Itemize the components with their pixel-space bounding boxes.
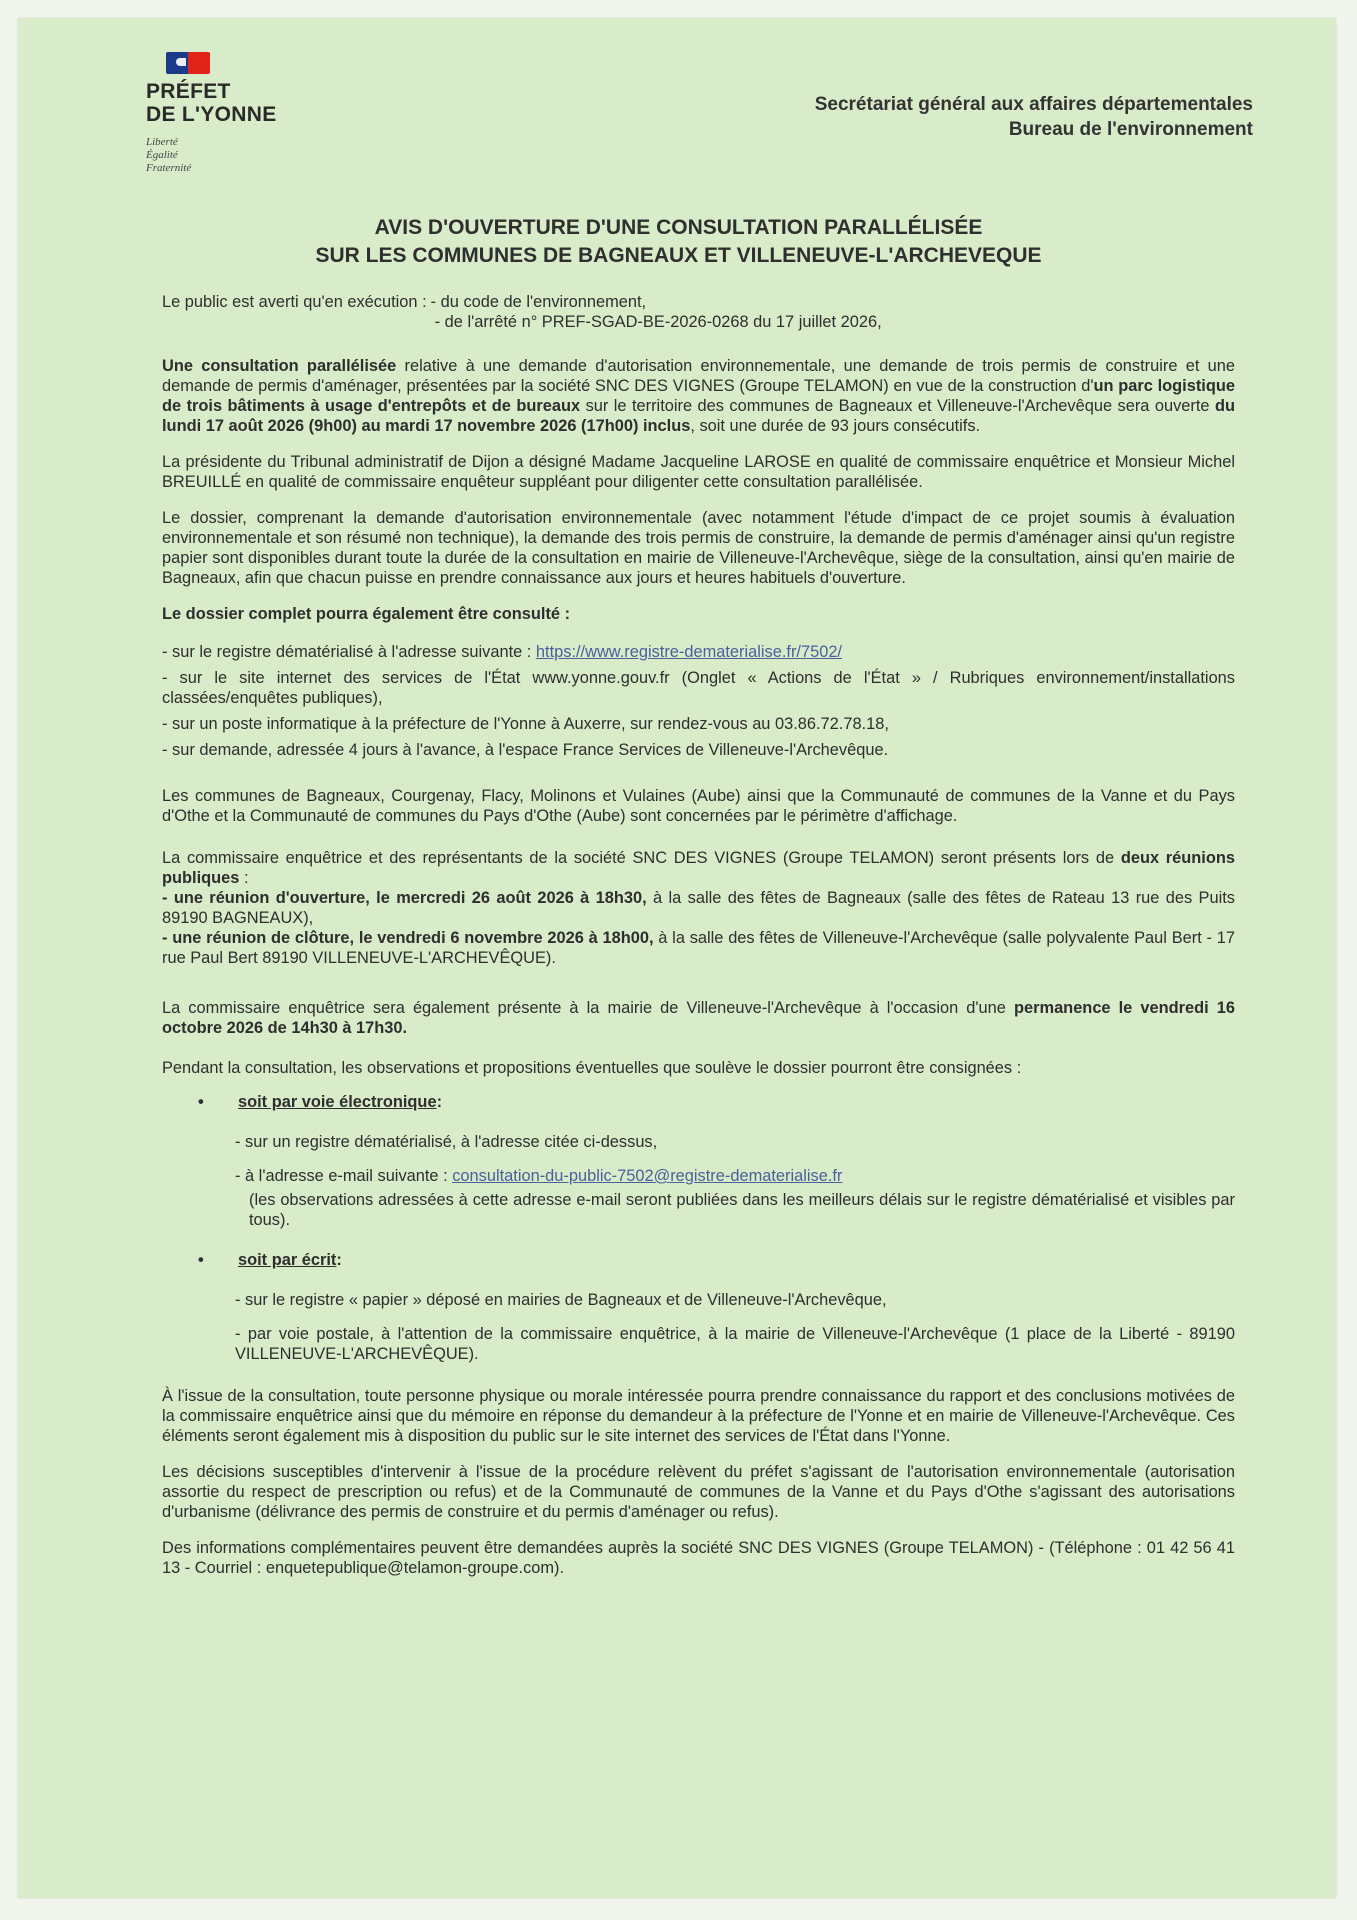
reunions-paragraph: La commissaire enquêtrice et des représentants de la société SNC DES VIGNES (Groupe TELAMON) seront présents lors de deux réunions publiques : - une réunion d'ouverture, le mercredi 26 août 2026 à 18h30, à la salle des fêtes de Bagneaux (salle des fêtes de Rateau 13 rue des Puits 89190 BAGNEAUX), - une réunion de clôture, le vendredi 6 novembre 2026 à 18h00, à la salle des fêtes de Villeneuve-l'Archevêque (salle polyvalente Paul Bert - 17 rue Paul Bert 89190 VILLENEUVE-L'ARCHEVÊQUE). [162,849,1236,967]
commissioner-paragraph: La présidente du Tribunal administratif de Dijon a désigné Madame Jacqueline LAROSE en qualité de commissaire enquêtrice et Monsieur Michel BREUILLÉ en qualité de commissaire enquêteur suppléant pour diligenter cette consultation parallélisée. [162,453,1235,491]
republic-motto: Liberté Égalité Fraternité [146,136,192,174]
voie-electronique-list [235,1132,1235,1230]
voie-ecrite-heading: • soit par écrit : [198,1251,342,1269]
observations-intro: Pendant la consultation, les observations et propositions éventuelles que soulève le dossier pourront être consignées : [162,1059,1022,1077]
prefet-logo-block [146,44,277,175]
list-item: - sur le registre « papier » déposé en mairies de Bagneaux et de Villeneuve-l'Archevêque, [235,1291,887,1309]
dossier-heading: Le dossier complet pourra également être consulté : [162,605,571,623]
dossier-paragraph: Le dossier, comprenant la demande d'autorisation environnementale (avec notamment l'étude d'impact de ce projet soumis à évaluation environnementale et son résumé non technique), la demande des trois permis de construire, la demande de permis d'aménager ainsi qu'un registre papier sont disponibles durant toute la durée de la consultation en mairie de Villeneuve-l'Archevêque, siège de la consultation, ainsi qu'en mairie de Bagneaux, afin que chacun puisse en prendre connaissance aux jours et heures habituels d'ouverture. [162,509,1235,587]
permanence-paragraph: La commissaire enquêtrice sera également présente à la mairie de Villeneuve-l'Archevêque à l'occasion d'une permanence le vendredi 16 octobre 2026 de 14h30 à 17h30. [162,999,1235,1037]
voie-ecrite-list [235,1290,1235,1364]
notice-body [162,292,1235,1594]
bullet-icon: • [198,1251,204,1269]
list-item: - sur un poste informatique à la préfecture de l'Yonne à Auxerre, sur rendez-vous au 03.86.72.78.18, [162,715,889,733]
service-header: Secrétariat général aux affaires départementales Bureau de l'environnement [814,94,1253,140]
notice-title: AVIS D'OUVERTURE D'UNE CONSULTATION PARALLÉLISÉE SUR LES COMMUNES DE BAGNEAUX ET VILLENEUVE-L'ARCHEVEQUE [315,216,1042,267]
consultation-paragraph: Une consultation parallélisée relative à une demande d'autorisation environnementale, une demande de trois permis de construire et une demande de permis d'aménager, présentées par la société SNC DES VIGNES (Groupe TELAMON) en vue de la construction d'un parc logistique de trois bâtiments à usage d'entrepôts et de bureaux sur le territoire des communes de Bagneaux et Villeneuve-l'Archevêque sera ouverte du lundi 17 août 2026 (9h00) au mardi 17 novembre 2026 (17h00) inclus, soit une durée de 93 jours consécutifs. [162,357,1235,435]
contact-paragraph: Des informations complémentaires peuvent être demandées auprès la société SNC DES VIGNES (Groupe TELAMON) - (Téléphone : 01 42 56 41 13 - Courriel : enquetepublique@telamon-groupe.com). [162,1539,1235,1577]
list-item: - par voie postale, à l'attention de la commissaire enquêtrice, à la mairie de Villeneuve-l'Archevêque (1 place de la Liberté - 89190 VILLENEUVE-L'ARCHEVÊQUE). [235,1325,1235,1363]
voie-electronique-heading: • soit par voie électronique : [198,1093,443,1111]
list-item: - sur le registre dématérialisé à l'adresse suivante : https://www.registre-dematerialise.fr/7502/ [162,643,842,661]
decisions-paragraph: Les décisions susceptibles d'intervenir à l'issue de la procédure relèvent du préfet s'agissant de l'autorisation environnementale (autorisation assortie du respect de prescription ou refus) et de la Communauté de communes de la Vanne et du Pays d'Othe s'agissant des autorisations d'urbanisme (délivrance des permis de construire et du permis d'aménager ou refus). [162,1463,1235,1521]
list-item: - sur un registre dématérialisé, à l'adresse citée ci-dessus, [235,1133,658,1151]
bullet-icon: • [198,1093,204,1111]
conclusions-paragraph: À l'issue de la consultation, toute personne physique ou morale intéressée pourra prendre connaissance du rapport et des conclusions motivées de la commissaire enquêtrice ainsi que du mémoire en réponse du demandeur à la préfecture de l'Yonne et en mairie de Villeneuve-l'Archevêque. Ces éléments seront également mis à disposition du public sur le site internet des services de l'État dans l'Yonne. [162,1387,1235,1445]
marianne-flag-icon [166,44,277,74]
registre-link[interactable]: https://www.registre-dematerialise.fr/7502/ [535,643,842,661]
intro-references: Le public est averti qu'en exécution : - du code de l'environnement, - de l'arrêté n° PREF-SGAD-BE-2026-0268 du 17 juillet 2026, [162,293,882,331]
list-item: - à l'adresse e-mail suivante : consultation-du-public-7502@registre-dematerialise.fr [235,1167,843,1185]
email-link[interactable]: consultation-du-public-7502@registre-dematerialise.fr [452,1167,843,1185]
consultation-places-list [162,642,1235,760]
list-item: - sur demande, adressée 4 jours à l'avance, à l'espace France Services de Villeneuve-l'Archevêque. [162,741,889,759]
list-item: - sur le site internet des services de l'État www.yonne.gouv.fr (Onglet « Actions de l'État » / Rubriques environnement/installations classées/enquêtes publiques), [162,669,1235,707]
email-note: (les observations adressées à cette adresse e-mail seront publiées dans les meilleurs délais sur le registre dématérialisé et visibles par tous). [249,1191,1235,1229]
affichage-paragraph: Les communes de Bagneaux, Courgenay, Flacy, Molinons et Vulaines (Aube) ainsi que la Communauté de communes de la Vanne et du Pays d'Othe et la Communauté de communes du Pays d'Othe (Aube) sont concernées par le périmètre d'affichage. [162,787,1235,825]
prefet-title: PRÉFET DE L'YONNE [146,80,277,126]
